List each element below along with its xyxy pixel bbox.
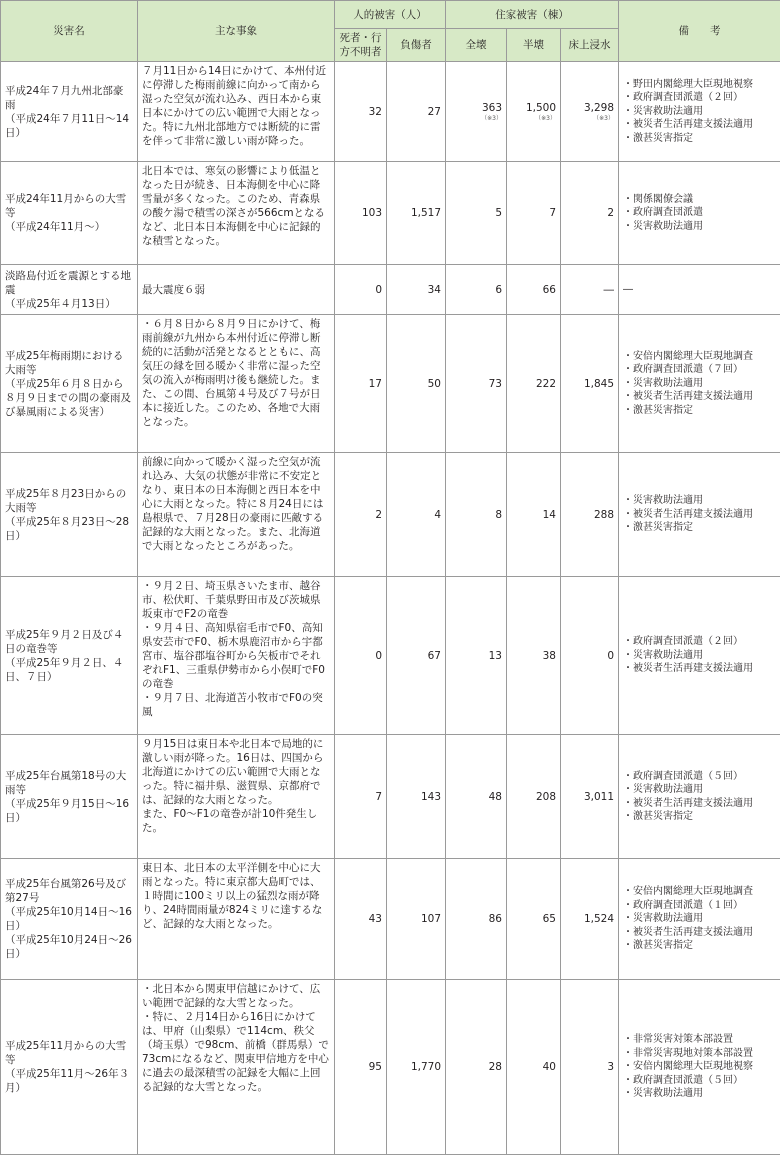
remarks-cell: ・災害救助法適用 ・被災者生活再建支援法適用 ・激甚災害指定: [619, 453, 780, 577]
header-dead-missing: 死者・行 方不明者: [335, 29, 387, 62]
half-destroyed-cell: 1,500 （※3）: [507, 62, 561, 162]
dead-missing-cell: 0: [335, 265, 387, 315]
full-destroyed-cell: 28: [446, 980, 507, 1155]
event-cell: ７月11日から14日にかけて、本州付近に停滞した梅雨前線に向かって南から湿った空気が流れ込み、西日本から東日本にかけての広い範囲で大雨となった。特に九州北部地方では断続的に雷を伴って非常に激しい雨が降った。: [138, 62, 335, 162]
flooded-cell: 3: [561, 980, 619, 1155]
footnote-mark: （※3）: [565, 115, 614, 122]
disaster-name-cell: 平成24年７月九州北部豪雨 （平成24年７月11日～14日）: [1, 62, 138, 162]
half-destroyed-cell: 66: [507, 265, 561, 315]
full-destroyed-cell: 6: [446, 265, 507, 315]
half-destroyed-cell: 40: [507, 980, 561, 1155]
remarks-cell: ・非常災害対策本部設置 ・非常災害現地対策本部設置 ・安倍内閣総理大臣現地視察 ・政府調査団派遣（５回） ・災害救助法適用: [619, 980, 780, 1155]
table-row: [1, 162, 780, 265]
flooded-cell: 2: [561, 162, 619, 265]
remarks-cell: ・安倍内閣総理大臣現地調査 ・政府調査団派遣（７回） ・災害救助法適用 ・被災者生活再建支援法適用 ・激甚災害指定: [619, 315, 780, 453]
header-human-damage: 人的被害（人）: [335, 1, 446, 29]
dead-missing-cell: 17: [335, 315, 387, 453]
header-injured: 負傷者: [387, 29, 446, 62]
flooded-cell: ―: [561, 265, 619, 315]
flooded-cell: 1,845: [561, 315, 619, 453]
table-row: [1, 265, 780, 315]
flooded-cell: 1,524: [561, 859, 619, 980]
disaster-name-cell: 平成24年11月からの大雪等 （平成24年11月～）: [1, 162, 138, 265]
full-destroyed-cell: 5: [446, 162, 507, 265]
remarks-cell: ・政府調査団派遣（２回） ・災害救助法適用 ・被災者生活再建支援法適用: [619, 577, 780, 735]
injured-cell: 1,770: [387, 980, 446, 1155]
disaster-name-cell: 平成25年８月23日からの大雨等 （平成25年８月23日～28日）: [1, 453, 138, 577]
half-destroyed-cell: 38: [507, 577, 561, 735]
remarks-cell: ―: [619, 265, 780, 315]
table-row: [1, 735, 780, 859]
event-cell: ・６月８日から８月９日にかけて、梅雨前線が九州から本州付近に停滞し断続的に活動が活発となるとともに、高気圧の縁を回る暖かく非常に湿った空気の流入が梅雨明け後も継続した。また、この間、台風第４号及び７号が日本に接近した。このため、各地で大雨となった。: [138, 315, 335, 453]
injured-cell: 50: [387, 315, 446, 453]
full-destroyed-cell: 8: [446, 453, 507, 577]
flooded-cell: 0: [561, 577, 619, 735]
full-destroyed-cell: 86: [446, 859, 507, 980]
half-destroyed-cell: 222: [507, 315, 561, 453]
injured-cell: 143: [387, 735, 446, 859]
dead-missing-cell: 2: [335, 453, 387, 577]
footnote-mark: （※3）: [450, 115, 502, 122]
injured-cell: 34: [387, 265, 446, 315]
event-cell: ・９月２日、埼玉県さいたま市、越谷市、松伏町、千葉県野田市及び茨城県坂東市でF2の竜巻 ・９月４日、高知県宿毛市でF0、高知県安芸市でF0、栃木県鹿沼市から宇都宮市、塩谷郡塩谷町から矢板市でそれぞれF1、三重県伊勢市から小俣町でF0の竜巻 ・９月７日、北海道苫小牧市でF0の突風: [138, 577, 335, 735]
table-row: [1, 315, 780, 453]
remarks-cell: ・関係閣僚会議 ・政府調査団派遣 ・災害救助法適用: [619, 162, 780, 265]
full-destroyed-cell: 48: [446, 735, 507, 859]
header-half-destroyed: 半壊: [507, 29, 561, 62]
disaster-name-cell: 淡路島付近を震源とする地震 （平成25年４月13日）: [1, 265, 138, 315]
header-housing-damage: 住家被害（棟）: [446, 1, 619, 29]
remarks-cell: ・政府調査団派遣（５回） ・災害救助法適用 ・被災者生活再建支援法適用 ・激甚災害指定: [619, 735, 780, 859]
dead-missing-cell: 103: [335, 162, 387, 265]
table-row: [1, 453, 780, 577]
dead-missing-cell: 32: [335, 62, 387, 162]
flooded-cell: 288: [561, 453, 619, 577]
dead-missing-cell: 0: [335, 577, 387, 735]
table-row: [1, 577, 780, 735]
event-cell: ・北日本から関東甲信越にかけて、広い範囲で記録的な大雪となった。 ・特に、２月14日から16日にかけては、甲府（山梨県）で114cm、秩父（埼玉県）で98cm、前橋（群馬県）で73cmになるなど、関東甲信地方を中心に過去の最深積雪の記録を大幅に上回る記録的な大雪となった。: [138, 980, 335, 1155]
header-row-1: [1, 1, 780, 29]
header-full-destroyed: 全壊: [446, 29, 507, 62]
flooded-cell: 3,011: [561, 735, 619, 859]
flooded-cell: 3,298 （※3）: [561, 62, 619, 162]
full-destroyed-cell: 13: [446, 577, 507, 735]
header-main-event: 主な事象: [138, 1, 335, 62]
full-destroyed-cell: 363 （※3）: [446, 62, 507, 162]
table-row: [1, 980, 780, 1155]
disaster-name-cell: 平成25年台風第18号の大雨等 （平成25年９月15日～16日）: [1, 735, 138, 859]
event-cell: 北日本では、寒気の影響により低温となった日が続き、日本海側を中心に降雪量が多くなった。このため、青森県の酸ケ湯で積雪の深さが566cmとなるなど、北日本日本海側を中心に記録的な積雪となった。: [138, 162, 335, 265]
event-cell: 前線に向かって暖かく湿った空気が流れ込み、大気の状態が非常に不安定となり、東日本の日本海側と西日本を中心に大雨となった。特に８月24日には島根県で、７月28日の豪雨に匹敵する記録的な大雨となった。また、北海道で大雨となったところがあった。: [138, 453, 335, 577]
disaster-name-cell: 平成25年11月からの大雪等 （平成25年11月～26年３月）: [1, 980, 138, 1155]
injured-cell: 67: [387, 577, 446, 735]
table-row: [1, 62, 780, 162]
event-cell: ９月15日は東日本や北日本で局地的に激しい雨が降った。16日は、四国から北海道にかけての広い範囲で大雨となった。特に福井県、滋賀県、京都府では、記録的な大雨となった。 また、F0～F1の竜巻が計10件発生した。: [138, 735, 335, 859]
footnote-mark: （※3）: [511, 115, 556, 122]
full-destroyed-cell: 73: [446, 315, 507, 453]
event-cell: 最大震度６弱: [138, 265, 335, 315]
remarks-cell: ・野田内閣総理大臣現地視察 ・政府調査団派遣（２回） ・災害救助法適用 ・被災者生活再建支援法適用 ・激甚災害指定: [619, 62, 780, 162]
half-destroyed-cell: 14: [507, 453, 561, 577]
disaster-name-cell: 平成25年梅雨期における大雨等 （平成25年６月８日から８月９日までの間の豪雨及び暴風雨による災害）: [1, 315, 138, 453]
dead-missing-cell: 43: [335, 859, 387, 980]
half-destroyed-cell: 208: [507, 735, 561, 859]
remarks-cell: ・安倍内閣総理大臣現地調査 ・政府調査団派遣（１回） ・災害救助法適用 ・被災者生活再建支援法適用 ・激甚災害指定: [619, 859, 780, 980]
injured-cell: 4: [387, 453, 446, 577]
injured-cell: 107: [387, 859, 446, 980]
header-disaster-name: 災害名: [1, 1, 138, 62]
injured-cell: 1,517: [387, 162, 446, 265]
header-flooded: 床上浸水: [561, 29, 619, 62]
disaster-name-cell: 平成25年台風第26号及び第27号 （平成25年10月14日～16日） （平成25年10月24日～26日）: [1, 859, 138, 980]
half-destroyed-cell: 7: [507, 162, 561, 265]
injured-cell: 27: [387, 62, 446, 162]
event-cell: 東日本、北日本の太平洋側を中心に大雨となった。特に東京都大島町では、１時間に100ミリ以上の猛烈な雨が降り、24時間雨量が824ミリに達するなど、記録的な大雨となった。: [138, 859, 335, 980]
dead-missing-cell: 95: [335, 980, 387, 1155]
header-remarks: 備 考: [619, 1, 780, 62]
half-destroyed-cell: 65: [507, 859, 561, 980]
disaster-name-cell: 平成25年９月２日及び４日の竜巻等 （平成25年９月２日、４日、７日）: [1, 577, 138, 735]
dead-missing-cell: 7: [335, 735, 387, 859]
table-row: [1, 859, 780, 980]
